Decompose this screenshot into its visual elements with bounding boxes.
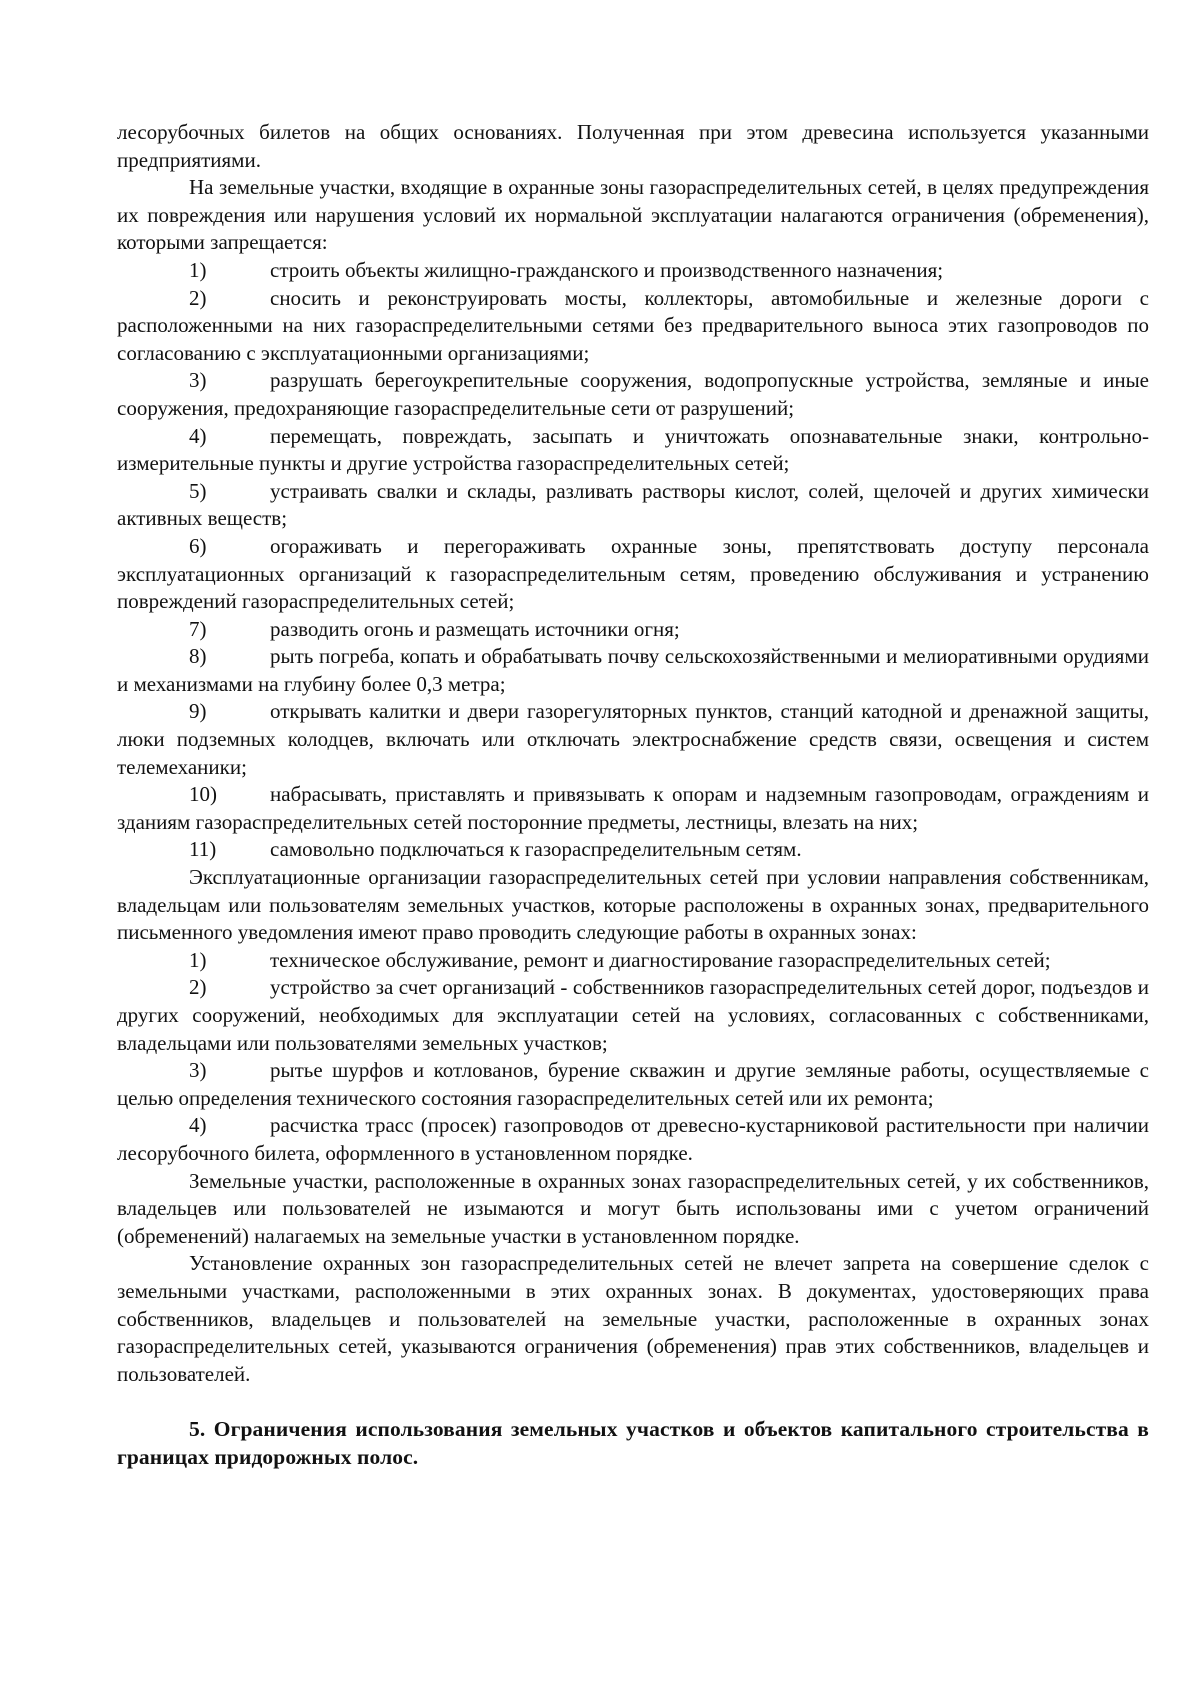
paragraph: лесорубочных билетов на общих основаниях. Полученная при этом древесина используется указанными предприятиями. xyxy=(117,120,1149,172)
list-item-number: 4) xyxy=(189,423,207,448)
list-item-number: 9) xyxy=(189,699,207,724)
list-item-text: открывать калитки и двери газорегуляторных пунктов, станций катодной и дренажной защиты, люки подземных колодцев, включать или отключать электроснабжение средств связи, освещения и систем телемеханики; xyxy=(117,699,1149,779)
list-item-number: 5) xyxy=(189,478,207,503)
list-item-text: расчистка трасс (просек) газопроводов от древесно-кустарниковой растительности при наличии лесорубочного билета, оформленного в установленном порядке. xyxy=(117,1113,1149,1165)
paragraph: Эксплуатационные организации газораспределительных сетей при условии направления собственникам, владельцам или пользователям земельных участков, которые расположены в охранных зонах, предварительного письменного уведомления имеют право проводить следующие работы в охранных зонах: xyxy=(117,865,1149,945)
list-item-number: 10) xyxy=(189,782,217,807)
list-item xyxy=(117,533,1149,616)
paragraph: Установление охранных зон газораспределительных сетей не влечет запрета на совершение сделок с земельными участками, расположенными в этих охранных зонах. В документах, удостоверяющих права собственников, владельцев и пользователей на земельные участки, расположенные в охранных зонах газораспределительных сетей, указываются ограничения (обременения) прав этих собственников, владельцев и пользователей. xyxy=(117,1251,1149,1386)
list-item xyxy=(117,478,1149,533)
list-item xyxy=(117,257,1149,285)
list-item-number: 4) xyxy=(189,1113,207,1138)
list-item-text: устройство за счет организаций - собственников газораспределительных сетей дорог, подъездов и других сооружений, необходимых для эксплуатации сетей на условиях, согласованных с собственниками, владельцами или пользователями земельных участков; xyxy=(117,975,1149,1055)
paragraph: Земельные участки, расположенные в охранных зонах газораспределительных сетей, у их собственников, владельцев или пользователей не изымаются и могут быть использованы ими с учетом ограничений (обременений) налагаемых на земельные участки в установленном порядке. xyxy=(117,1168,1149,1248)
list-item-number: 8) xyxy=(189,644,207,669)
list-item xyxy=(117,423,1149,478)
list-item xyxy=(117,616,1149,644)
list-item-number: 3) xyxy=(189,368,207,393)
list-item-text: самовольно подключаться к газораспределительным сетям. xyxy=(270,837,802,862)
list-item-text: рытье шурфов и котлованов, бурение скважин и другие земляные работы, осуществляемые с целью определения технического состояния газораспределительных сетей или их ремонта; xyxy=(117,1058,1149,1110)
list-item xyxy=(117,781,1149,836)
list-item xyxy=(117,947,1149,975)
list-item-text: разрушать берегоукрепительные сооружения, водопропускные устройства, земляные и иные сооружения, предохраняющие газораспределительные сети от разрушений; xyxy=(117,368,1149,420)
list-item-text: техническое обслуживание, ремонт и диагностирование газораспределительных сетей; xyxy=(270,947,1051,972)
list-item-number: 7) xyxy=(189,616,207,641)
list-item-text: разводить огонь и размещать источники огня; xyxy=(270,616,680,641)
list-item-number: 2) xyxy=(189,975,207,1000)
list-item-text: набрасывать, приставлять и привязывать к опорам и надземным газопроводам, ограждениям и зданиям газораспределительных сетей посторонние предметы, лестницы, влезать на них; xyxy=(117,782,1149,834)
list-item-number: 3) xyxy=(189,1058,207,1083)
list-item-text: перемещать, повреждать, засыпать и уничтожать опознавательные знаки, контрольно-измерительные пункты и другие устройства газораспределительных сетей; xyxy=(117,423,1149,476)
list-item-text: сносить и реконструировать мосты, коллекторы, автомобильные и железные дороги с расположенными на них газораспределительными сетями без предварительного выноса этих газопроводов по согласованию с эксплуатационными организациями; xyxy=(117,285,1149,365)
list-item-text: строить объекты жилищно-гражданского и производственного назначения; xyxy=(270,257,944,282)
list-item-number: 2) xyxy=(189,285,207,310)
list-item-text: рыть погреба, копать и обрабатывать почву сельскохозяйственными и мелиоративными орудиями и механизмами на глубину более 0,3 метра; xyxy=(117,644,1149,696)
rights-list xyxy=(117,947,1149,1168)
list-item xyxy=(117,643,1149,698)
list-item xyxy=(117,698,1149,781)
list-item-number: 1) xyxy=(189,947,207,972)
paragraph: На земельные участки, входящие в охранные зоны газораспределительных сетей, в целях предупреждения их повреждения или нарушения условий их нормальной эксплуатации налагаются ограничения (обременения), которыми запрещается: xyxy=(117,175,1149,255)
list-item-text: устраивать свалки и склады, разливать растворы кислот, солей, щелочей и других химически активных веществ; xyxy=(117,478,1149,531)
list-item xyxy=(117,367,1149,422)
list-item xyxy=(117,1112,1149,1167)
prohibitions-list xyxy=(117,257,1149,864)
list-item xyxy=(117,1057,1149,1112)
list-item xyxy=(117,285,1149,368)
list-item xyxy=(117,836,1149,864)
document-page xyxy=(117,119,1149,1493)
list-item xyxy=(117,974,1149,1057)
section-heading: 5. Ограничения использования земельных участков и объектов капитального строительства в границах придорожных полос. xyxy=(117,1417,1149,1469)
list-item-number: 6) xyxy=(189,533,207,558)
list-item-number: 11) xyxy=(189,837,217,862)
list-item-text: огораживать и перегораживать охранные зоны, препятствовать доступу персонала эксплуатационных организаций к газораспределительным сетям, проведению обслуживания и устранению повреждений газораспределительных сетей; xyxy=(117,533,1149,614)
list-item-number: 1) xyxy=(189,257,207,282)
